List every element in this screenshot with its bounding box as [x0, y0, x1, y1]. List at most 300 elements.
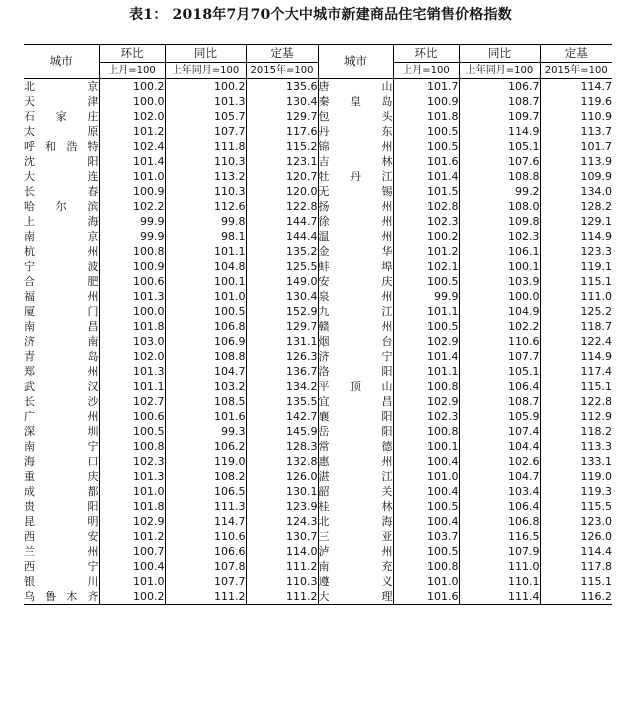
base-value-2: 123.3 [540, 244, 612, 259]
yoy-value-2: 103.4 [459, 484, 540, 499]
mom-value-2: 101.4 [393, 349, 459, 364]
city-name-2: 三 亚 [318, 530, 393, 543]
mom-value: 100.9 [99, 259, 165, 274]
yoy-value-2: 108.7 [459, 94, 540, 109]
table-row [24, 169, 612, 184]
mom-value-2: 102.1 [393, 259, 459, 274]
yoy-value-2: 107.4 [459, 424, 540, 439]
mom-value-2: 100.4 [393, 514, 459, 529]
mom-value: 99.9 [99, 229, 165, 244]
mom-value-2: 101.1 [393, 364, 459, 379]
mom-value: 102.4 [99, 139, 165, 154]
mom-value-2: 101.5 [393, 184, 459, 199]
yoy-column-header: 同比 [165, 45, 246, 63]
mom-value: 101.8 [99, 319, 165, 334]
city-name: 西 宁 [24, 560, 99, 573]
city-name-2: 遵 义 [318, 575, 393, 588]
city-name: 银 川 [24, 575, 99, 588]
mom-value-2: 100.2 [393, 229, 459, 244]
city-name: 福 州 [24, 290, 99, 303]
yoy-value: 108.2 [165, 469, 246, 484]
city-name-2: 丹 东 [318, 125, 393, 138]
base-value: 135.5 [246, 394, 318, 409]
yoy-value: 101.6 [165, 409, 246, 424]
table-row [24, 304, 612, 319]
city-name: 杭 州 [24, 245, 99, 258]
yoy-value-2: 108.8 [459, 169, 540, 184]
table-row [24, 109, 612, 124]
city-name-2: 烟 台 [318, 335, 393, 348]
table-row [24, 514, 612, 529]
mom-value: 102.7 [99, 394, 165, 409]
yoy-value: 106.6 [165, 544, 246, 559]
yoy-value-2: 100.0 [459, 289, 540, 304]
base-value: 129.7 [246, 109, 318, 124]
table-title: 表1： 2018年7月70个大中城市新建商品住宅销售价格指数 [129, 7, 512, 23]
yoy-value-2: 114.9 [459, 124, 540, 139]
mom-value: 101.4 [99, 154, 165, 169]
yoy-value-2: 102.3 [459, 229, 540, 244]
table-row [24, 244, 612, 259]
table-row [24, 409, 612, 424]
base-subheader: 2015年=100 [246, 63, 318, 79]
yoy-value: 103.2 [165, 379, 246, 394]
yoy-value: 98.1 [165, 229, 246, 244]
base-value-2: 134.0 [540, 184, 612, 199]
city-name-2: 北 海 [318, 515, 393, 528]
yoy-value: 106.5 [165, 484, 246, 499]
city-name-2: 秦皇岛 [318, 95, 393, 108]
mom-value-2: 101.0 [393, 574, 459, 589]
base-value: 125.5 [246, 259, 318, 274]
yoy-value: 100.1 [165, 274, 246, 289]
mom-value-2: 102.3 [393, 214, 459, 229]
yoy-value: 119.0 [165, 454, 246, 469]
yoy-value-2: 106.8 [459, 514, 540, 529]
yoy-value: 106.8 [165, 319, 246, 334]
city-name-2: 包 头 [318, 110, 393, 123]
city-name: 沈 阳 [24, 155, 99, 168]
yoy-value-2: 105.1 [459, 364, 540, 379]
mom-value: 101.0 [99, 484, 165, 499]
base-value: 152.9 [246, 304, 318, 319]
base-value: 149.0 [246, 274, 318, 289]
mom-value-2: 100.1 [393, 439, 459, 454]
yoy-value-2: 105.1 [459, 139, 540, 154]
base-value: 123.9 [246, 499, 318, 514]
yoy-value: 106.9 [165, 334, 246, 349]
city-name-2: 九 江 [318, 305, 393, 318]
mom-value-2: 100.5 [393, 544, 459, 559]
base-value: 111.2 [246, 559, 318, 574]
yoy-value: 110.3 [165, 184, 246, 199]
city-name: 合 肥 [24, 275, 99, 288]
mom-value: 100.0 [99, 94, 165, 109]
mom-value: 100.0 [99, 304, 165, 319]
table-row [24, 199, 612, 214]
table-row [24, 439, 612, 454]
city-name-2: 扬 州 [318, 200, 393, 213]
base-value: 145.9 [246, 424, 318, 439]
yoy-value: 99.8 [165, 214, 246, 229]
base-value: 114.0 [246, 544, 318, 559]
base-value-2: 117.8 [540, 559, 612, 574]
base-value-2: 113.3 [540, 439, 612, 454]
yoy-value-2: 116.5 [459, 529, 540, 544]
yoy-value-2: 106.7 [459, 79, 540, 95]
city-name: 青 岛 [24, 350, 99, 363]
base-value-2: 117.4 [540, 364, 612, 379]
city-name-2: 洛 阳 [318, 365, 393, 378]
city-name: 广 州 [24, 410, 99, 423]
yoy-value: 108.8 [165, 349, 246, 364]
mom-value-2: 100.5 [393, 124, 459, 139]
base-value: 130.1 [246, 484, 318, 499]
mom-value: 101.0 [99, 574, 165, 589]
base-value-2: 119.6 [540, 94, 612, 109]
table-row [24, 424, 612, 439]
mom-value-2: 100.5 [393, 499, 459, 514]
base-value: 144.4 [246, 229, 318, 244]
city-name-2: 徐 州 [318, 215, 393, 228]
city-name-2: 牡丹江 [318, 170, 393, 183]
city-name: 南 昌 [24, 320, 99, 333]
mom-value-2: 100.8 [393, 379, 459, 394]
yoy-value: 112.6 [165, 199, 246, 214]
table-row [24, 574, 612, 589]
table-row [24, 499, 612, 514]
base-value-2: 111.0 [540, 289, 612, 304]
mom-value-2: 101.6 [393, 154, 459, 169]
yoy-value-2: 111.4 [459, 589, 540, 605]
base-value-2: 114.7 [540, 79, 612, 95]
yoy-value-2: 109.7 [459, 109, 540, 124]
base-value: 128.3 [246, 439, 318, 454]
base-column-header: 定基 [246, 45, 318, 63]
city-name-2: 赣 州 [318, 320, 393, 333]
base-value: 124.3 [246, 514, 318, 529]
base-value: 144.7 [246, 214, 318, 229]
mom-value: 100.9 [99, 184, 165, 199]
table-row [24, 484, 612, 499]
table-row [24, 334, 612, 349]
yoy-value: 110.3 [165, 154, 246, 169]
yoy-value-2: 104.7 [459, 469, 540, 484]
table-row [24, 229, 612, 244]
base-value-2: 115.5 [540, 499, 612, 514]
base-value-2: 125.2 [540, 304, 612, 319]
mom-value-2: 102.9 [393, 394, 459, 409]
mom-value: 102.3 [99, 454, 165, 469]
mom-value: 100.6 [99, 274, 165, 289]
city-name: 呼和浩特 [24, 140, 99, 153]
yoy-value: 113.2 [165, 169, 246, 184]
city-name: 北 京 [24, 80, 99, 93]
yoy-value-2: 99.2 [459, 184, 540, 199]
table-body [24, 79, 612, 605]
mom-value: 102.9 [99, 514, 165, 529]
base-value-2: 113.9 [540, 154, 612, 169]
base-value-2: 110.9 [540, 109, 612, 124]
mom-value: 101.1 [99, 379, 165, 394]
table-row [24, 79, 612, 95]
yoy-value-2: 105.9 [459, 409, 540, 424]
base-value-2: 118.2 [540, 424, 612, 439]
yoy-value: 101.3 [165, 94, 246, 109]
city-name-2: 平顶山 [318, 380, 393, 393]
base-value: 135.6 [246, 79, 318, 95]
base-value: 130.4 [246, 289, 318, 304]
city-name: 南 宁 [24, 440, 99, 453]
base-value-2: 126.0 [540, 529, 612, 544]
base-value: 136.7 [246, 364, 318, 379]
city-name-2: 湛 江 [318, 470, 393, 483]
yoy-value: 105.7 [165, 109, 246, 124]
base-value-2: 128.2 [540, 199, 612, 214]
base-value: 122.8 [246, 199, 318, 214]
mom-value: 103.0 [99, 334, 165, 349]
city-name-2: 金 华 [318, 245, 393, 258]
base-value-2: 118.7 [540, 319, 612, 334]
city-name-2: 温 州 [318, 230, 393, 243]
yoy-value-2: 104.4 [459, 439, 540, 454]
mom-value: 102.0 [99, 109, 165, 124]
city-name: 深 圳 [24, 425, 99, 438]
table-row [24, 124, 612, 139]
city-name-2: 泉 州 [318, 290, 393, 303]
yoy-value-2: 108.0 [459, 199, 540, 214]
mom-value-2: 100.5 [393, 319, 459, 334]
city-name: 上 海 [24, 215, 99, 228]
mom-value: 100.8 [99, 439, 165, 454]
mom-subheader-2: 上月=100 [393, 63, 459, 79]
base-value: 135.2 [246, 244, 318, 259]
city-name: 兰 州 [24, 545, 99, 558]
yoy-value-2: 107.6 [459, 154, 540, 169]
yoy-value-2: 108.7 [459, 394, 540, 409]
mom-value: 99.9 [99, 214, 165, 229]
yoy-value-2: 106.4 [459, 379, 540, 394]
table-row [24, 214, 612, 229]
yoy-value: 108.5 [165, 394, 246, 409]
city-name: 昆 明 [24, 515, 99, 528]
mom-value-2: 100.4 [393, 454, 459, 469]
base-value-2: 119.1 [540, 259, 612, 274]
city-name: 南 京 [24, 230, 99, 243]
mom-value: 100.2 [99, 589, 165, 605]
city-name: 大 连 [24, 170, 99, 183]
base-value: 110.3 [246, 574, 318, 589]
base-value: 126.3 [246, 349, 318, 364]
yoy-value-2: 102.6 [459, 454, 540, 469]
city-name: 厦 门 [24, 305, 99, 318]
yoy-value: 107.7 [165, 574, 246, 589]
base-value: 130.7 [246, 529, 318, 544]
base-subheader-2: 2015年=100 [540, 63, 612, 79]
base-value-2: 113.7 [540, 124, 612, 139]
base-value-2: 115.1 [540, 574, 612, 589]
yoy-value-2: 106.4 [459, 499, 540, 514]
mom-column-header-2: 环比 [393, 45, 459, 63]
yoy-value: 99.3 [165, 424, 246, 439]
table-row [24, 394, 612, 409]
city-name-2: 济 宁 [318, 350, 393, 363]
base-value: 126.0 [246, 469, 318, 484]
city-name: 宁 波 [24, 260, 99, 273]
city-name: 长 春 [24, 185, 99, 198]
city-name: 成 都 [24, 485, 99, 498]
base-value: 111.2 [246, 589, 318, 605]
price-index-table [24, 44, 612, 605]
city-name: 太 原 [24, 125, 99, 138]
yoy-value: 111.2 [165, 589, 246, 605]
table-row [24, 544, 612, 559]
yoy-value: 100.5 [165, 304, 246, 319]
city-name-2: 韶 关 [318, 485, 393, 498]
mom-subheader: 上月=100 [99, 63, 165, 79]
yoy-column-header-2: 同比 [459, 45, 540, 63]
mom-value: 100.5 [99, 424, 165, 439]
city-name: 重 庆 [24, 470, 99, 483]
mom-value-2: 101.7 [393, 79, 459, 95]
mom-column-header: 环比 [99, 45, 165, 63]
yoy-value: 107.8 [165, 559, 246, 574]
base-value-2: 115.1 [540, 274, 612, 289]
mom-value-2: 103.7 [393, 529, 459, 544]
mom-value: 100.7 [99, 544, 165, 559]
mom-value-2: 100.5 [393, 274, 459, 289]
base-value-2: 114.9 [540, 229, 612, 244]
city-name-2: 襄 阳 [318, 410, 393, 423]
table-row [24, 289, 612, 304]
yoy-value-2: 109.8 [459, 214, 540, 229]
mom-value-2: 99.9 [393, 289, 459, 304]
mom-value-2: 100.5 [393, 139, 459, 154]
table-row [24, 589, 612, 605]
yoy-value: 114.7 [165, 514, 246, 529]
yoy-value-2: 110.6 [459, 334, 540, 349]
yoy-value: 100.2 [165, 79, 246, 95]
mom-value-2: 101.0 [393, 469, 459, 484]
base-value: 142.7 [246, 409, 318, 424]
table-row [24, 529, 612, 544]
table-row [24, 139, 612, 154]
base-value-2: 119.3 [540, 484, 612, 499]
yoy-value-2: 100.1 [459, 259, 540, 274]
table-row [24, 274, 612, 289]
yoy-value: 111.8 [165, 139, 246, 154]
city-name: 天 津 [24, 95, 99, 108]
base-value-2: 109.9 [540, 169, 612, 184]
base-value: 131.1 [246, 334, 318, 349]
city-name: 乌鲁木齐 [24, 590, 99, 603]
mom-value: 100.4 [99, 559, 165, 574]
city-name-2: 吉 林 [318, 155, 393, 168]
city-name-2: 蚌 埠 [318, 260, 393, 273]
table-row [24, 349, 612, 364]
city-column-header-2: 城市 [318, 45, 393, 79]
mom-value-2: 101.8 [393, 109, 459, 124]
table-row [24, 319, 612, 334]
mom-value-2: 101.1 [393, 304, 459, 319]
base-value-2: 116.2 [540, 589, 612, 605]
mom-value: 101.3 [99, 289, 165, 304]
yoy-subheader: 上年同月=100 [165, 63, 246, 79]
base-value: 134.2 [246, 379, 318, 394]
base-value: 120.7 [246, 169, 318, 184]
mom-value-2: 101.2 [393, 244, 459, 259]
yoy-value-2: 111.0 [459, 559, 540, 574]
city-name-2: 安 庆 [318, 275, 393, 288]
base-value-2: 122.8 [540, 394, 612, 409]
city-name-2: 惠 州 [318, 455, 393, 468]
base-value-2: 122.4 [540, 334, 612, 349]
base-value-2: 123.0 [540, 514, 612, 529]
yoy-value: 106.2 [165, 439, 246, 454]
city-column-header: 城市 [24, 45, 99, 79]
city-name: 西 安 [24, 530, 99, 543]
yoy-value: 107.7 [165, 124, 246, 139]
mom-value: 101.2 [99, 529, 165, 544]
yoy-subheader-2: 上年同月=100 [459, 63, 540, 79]
city-name: 贵 阳 [24, 500, 99, 513]
base-value: 120.0 [246, 184, 318, 199]
mom-value: 100.6 [99, 409, 165, 424]
mom-value-2: 102.8 [393, 199, 459, 214]
mom-value: 101.0 [99, 169, 165, 184]
yoy-value-2: 104.9 [459, 304, 540, 319]
city-name-2: 南 充 [318, 560, 393, 573]
city-name-2: 锦 州 [318, 140, 393, 153]
base-value-2: 129.1 [540, 214, 612, 229]
table-row [24, 559, 612, 574]
mom-value: 100.2 [99, 79, 165, 95]
base-value-2: 114.9 [540, 349, 612, 364]
table-row [24, 379, 612, 394]
city-name-2: 宜 昌 [318, 395, 393, 408]
mom-value: 101.3 [99, 469, 165, 484]
city-name-2: 岳 阳 [318, 425, 393, 438]
mom-value: 101.3 [99, 364, 165, 379]
mom-value: 100.8 [99, 244, 165, 259]
mom-value-2: 101.4 [393, 169, 459, 184]
yoy-value-2: 107.7 [459, 349, 540, 364]
mom-value-2: 101.6 [393, 589, 459, 605]
base-value-2: 112.9 [540, 409, 612, 424]
yoy-value-2: 107.9 [459, 544, 540, 559]
mom-value: 101.8 [99, 499, 165, 514]
city-name: 武 汉 [24, 380, 99, 393]
yoy-value: 111.3 [165, 499, 246, 514]
yoy-value: 101.1 [165, 244, 246, 259]
yoy-value: 104.8 [165, 259, 246, 274]
city-name: 海 口 [24, 455, 99, 468]
city-name: 济 南 [24, 335, 99, 348]
mom-value-2: 100.8 [393, 424, 459, 439]
yoy-value: 101.0 [165, 289, 246, 304]
base-value-2: 114.4 [540, 544, 612, 559]
table-row [24, 154, 612, 169]
mom-value: 102.2 [99, 199, 165, 214]
table-row [24, 259, 612, 274]
city-name: 石家庄 [24, 110, 99, 123]
yoy-value-2: 103.9 [459, 274, 540, 289]
base-value: 132.8 [246, 454, 318, 469]
base-value: 117.6 [246, 124, 318, 139]
mom-value-2: 100.9 [393, 94, 459, 109]
city-name-2: 常 德 [318, 440, 393, 453]
city-name-2: 唐 山 [318, 80, 393, 93]
